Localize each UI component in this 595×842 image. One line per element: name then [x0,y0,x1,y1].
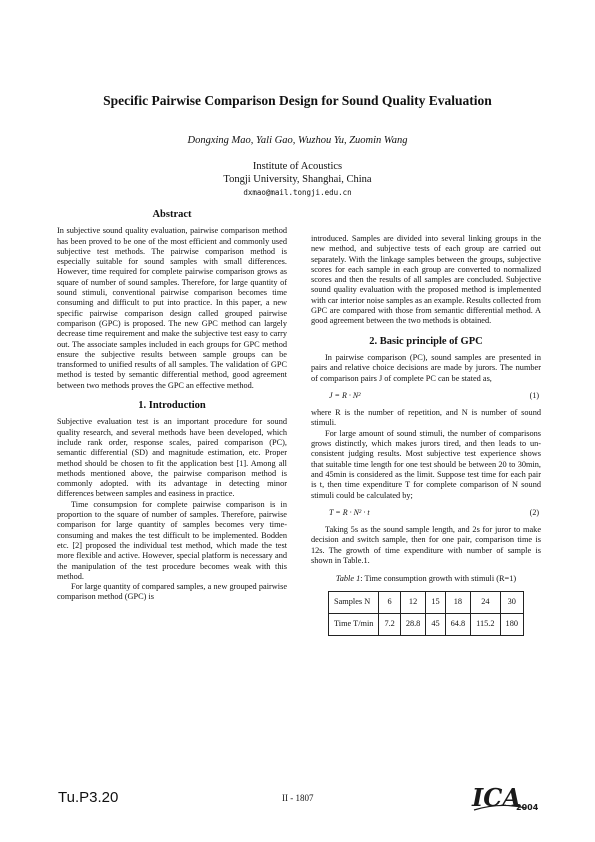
intro-paragraph-1: Subjective evaluation test is an important procedure for sound quality research, and several methods have been developed, which include rank order, response scales, paired comparison (PC), semantic differential (SD) and magnitude estimation, etc. Proper method should be chosen to fit the application best [1]. Among all methods mentioned above, the pairwise comparison method is commonly adopted. with its advantage in detecting minor differences between samples and easiness in practice. [57,417,287,499]
university-name: Tongji University, Shanghai, China [223,174,372,185]
table-cell: 12 [400,591,426,613]
ica-logo [470,782,542,819]
table-row [329,613,524,635]
section2-paragraph-2: where R is the number of repetition, and N is number of sound stimuli. [311,408,541,428]
equation-2-formula: T = R · N² · t [329,507,370,517]
table-row-header: Samples N [329,591,379,613]
logo-letters: ICA [472,783,521,812]
table-cell: 18 [445,591,471,613]
table-cell: 15 [426,591,445,613]
table-cell: 7.2 [379,613,400,635]
section2-paragraph-3: For large amount of sound stimuli, the number of comparisons grows distinctly, which makes jurors tired, and then leads to un-consistent judging results. Most subjective test experience shows that suitable time length for one test should be between 20 to 30min, and 45min is considered as the limit. Suppose test time for each pair is t, then time expenditure T for complete comparison of N sound stimuli could be calculated by; [311,428,541,500]
table-cell: 45 [426,613,445,635]
logo-year: 2004 [516,803,539,812]
table-1-caption-text: : Time consumption growth with stimuli (R=1) [360,574,517,584]
equation-2-number: (2) [529,507,539,517]
equation-1-number: (1) [529,390,539,400]
section2-paragraph-4: Taking 5s as the sound sample length, and 2s for juror to make decision and switch sample, then for one pair, comparison time is 12s. The growth of time expenditure with number of sample is shown in Table.1. [311,525,541,566]
author-email: dxmao@mail.tongji.edu.cn [243,188,352,197]
table-cell: 6 [379,591,400,613]
table-cell: 180 [500,613,523,635]
table-row [329,591,524,613]
intro-heading: 1. Introduction [138,400,206,412]
session-code: Tu.P3.20 [58,789,119,806]
table-row-header: Time T/min [329,613,379,635]
table-cell: 115.2 [471,613,500,635]
table-1-caption-label: Table 1 [335,574,361,584]
section2-paragraph-1: In pairwise comparison (PC), sound samples are presented in pairs and relative choice decisions are made by jurors. The number of comparison pairs J of complete PC can be stated as, [311,352,541,383]
section2-heading: 2. Basic principle of GPC [369,335,483,347]
affiliation-block [60,160,535,199]
right-column [311,234,541,636]
equation-1-formula: J = R · N² [329,390,361,400]
intro-paragraph-2: Time consumpsion for complete pairwise comparison is in proportion to the square of number of samples. Therefore, pairwise comparison for large quantity of samples becomes very time-consuming and makes the test difficult to be implemented. Bodden etc. [2] proposed the individual test method, which made the test more flexible and active. However, special platform is necessary and the manipulation of the test procedure becomes weak with this method. [57,499,287,581]
table-cell: 64.8 [445,613,471,635]
table-cell: 28.8 [400,613,426,635]
table-cell: 30 [500,591,523,613]
equation-2 [311,508,541,518]
table-1-caption [311,574,541,584]
equation-1 [311,391,541,401]
table-1 [328,591,524,636]
paper-title: Specific Pairwise Comparison Design for Sound Quality Evaluation [103,93,492,108]
intro-paragraph-3: For large quantity of compared samples, a new grouped pairwise comparison method (GPC) is [57,582,287,602]
page-number: II - 1807 [282,793,314,803]
abstract-text: In subjective sound quality evaluation, pairwise comparison method has been proved to be one of the most efficient and commonly used subjective test methods. The pairwise comparison method is especially suitable for sound samples with small differences. However, time required for complete pairwise comparison grows as square of number of sound samples. Therefore, for large quantity of sound stimuli, conventional pairwise comparison becomes time consuming and difficult to put into practice. In this paper, a new specific pairwise comparison design called grouped pairwise comparison (GPC) is proposed. The new GPC method can largely decrease time requirement and make the subjective test easy to carry out. The associate samples included in each groups for GPC method ensure the subjective results between sample groups can be transformed to unified results of all samples. The validation of GPC method is tested by semantic differential method, good agreement between two methods proves the GPC an effective method. [57,226,287,390]
author-list: Dongxing Mao, Yali Gao, Wuzhou Yu, Zuomin Wang [187,135,408,146]
abstract-heading: Abstract [152,209,192,220]
table-cell: 24 [471,591,500,613]
institute-name: Institute of Acoustics [252,161,343,172]
intro-paragraph-4: introduced. Samples are divided into several linking groups in the new method, and subjective tests of each group are carried out separately. With the linkage samples between the groups, subjective scores for each sample in each group are converted to normalized scores and then the results of all samples are concluded. Subjective sound quality evaluation with the proposed method is implemented with car interior noise samples as an example. Results collected from GPC are compared with those from semantic differential method. A good agreement between the two methods is obtained. [311,234,541,326]
ica-logo-graphic [470,782,542,814]
left-column [57,210,287,603]
